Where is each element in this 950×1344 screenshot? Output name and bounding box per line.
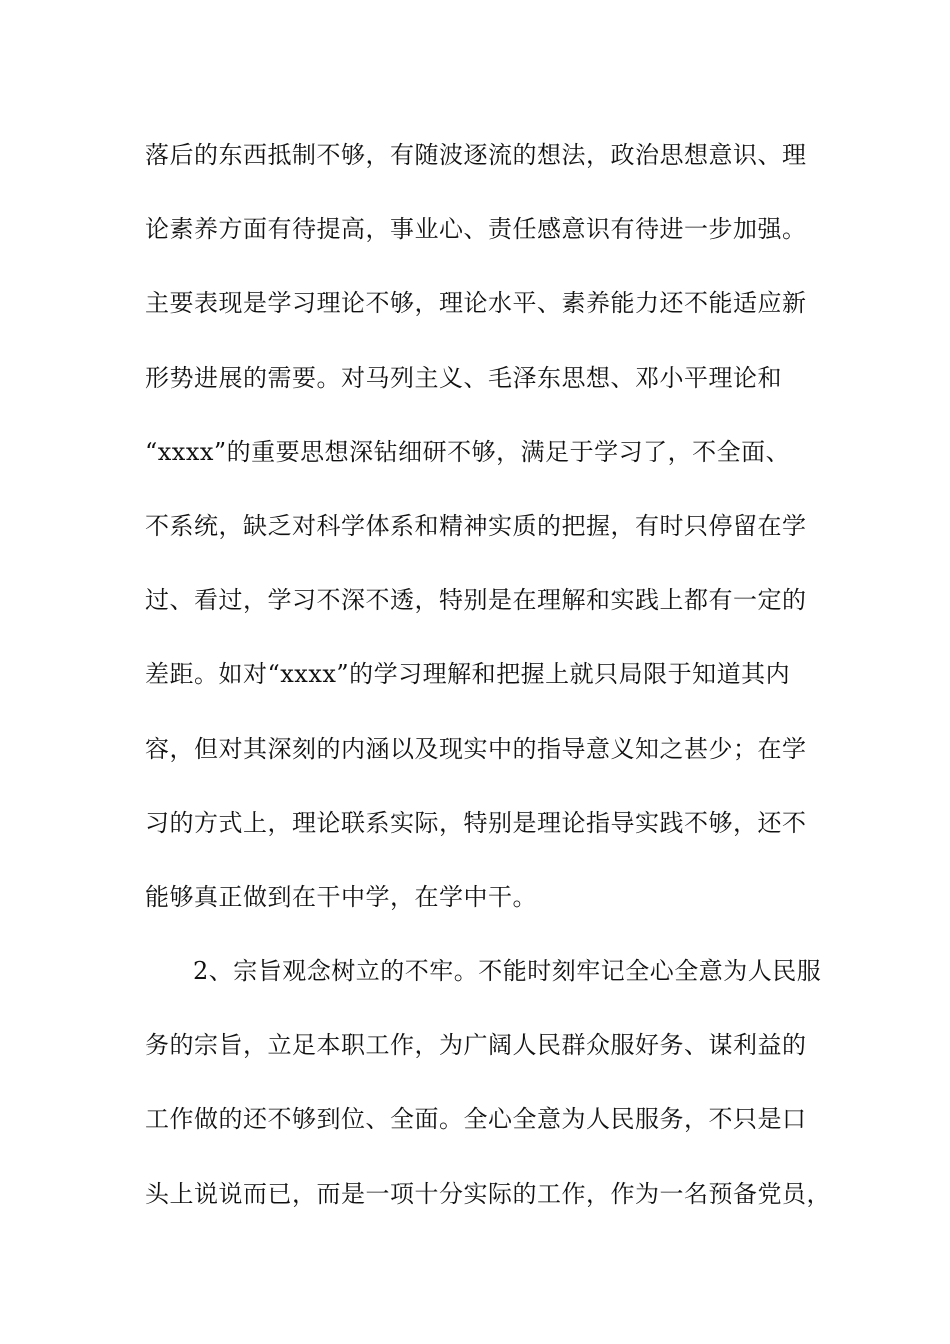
text-line: 形势进展的需要。对马列主义、毛泽东思想、邓小平理论和	[145, 363, 782, 392]
text-line: 差距。如对“xxxx”的学习理解和把握上就只局限于知道其内	[145, 660, 791, 689]
text-line: 头上说说而已，而是一项十分实际的工作，作为一名预备党员，	[145, 1179, 831, 1208]
text-line: 容，但对其深刻的内涵以及现实中的指导意义知之甚少；在学	[145, 734, 807, 763]
document-body	[145, 131, 831, 1244]
text-line: 工作做的还不够到位、全面。全心全意为人民服务，不只是口	[145, 1105, 807, 1134]
text-line: 落后的东西抵制不够，有随波逐流的想法，政治思想意识、理	[145, 141, 807, 169]
text-line: 务的宗旨，立足本职工作，为广阔人民群众服好务、谋利益的	[145, 1031, 807, 1060]
text-line: 不系统，缺乏对科学体系和精神实质的把握，有时只停留在学	[145, 511, 807, 540]
text-line: 能够真正做到在干中学，在学中干。	[145, 882, 537, 911]
paragraph-start-line: 2、宗旨观念树立的不牢。不能时刻牢记全心全意为人民服	[193, 957, 822, 986]
text-line: “xxxx”的重要思想深钻细研不够，满足于学习了，不全面、	[145, 437, 791, 466]
text-line: 过、看过，学习不深不透，特别是在理解和实践上都有一定的	[145, 586, 807, 615]
text-line: 主要表现是学习理论不够，理论水平、素养能力还不能适应新	[145, 289, 807, 318]
text-line: 习的方式上，理论联系实际，特别是理论指导实践不够，还不	[145, 808, 807, 837]
text-line: 论素养方面有待提高，事业心、责任感意识有待进一步加强。	[145, 215, 807, 244]
